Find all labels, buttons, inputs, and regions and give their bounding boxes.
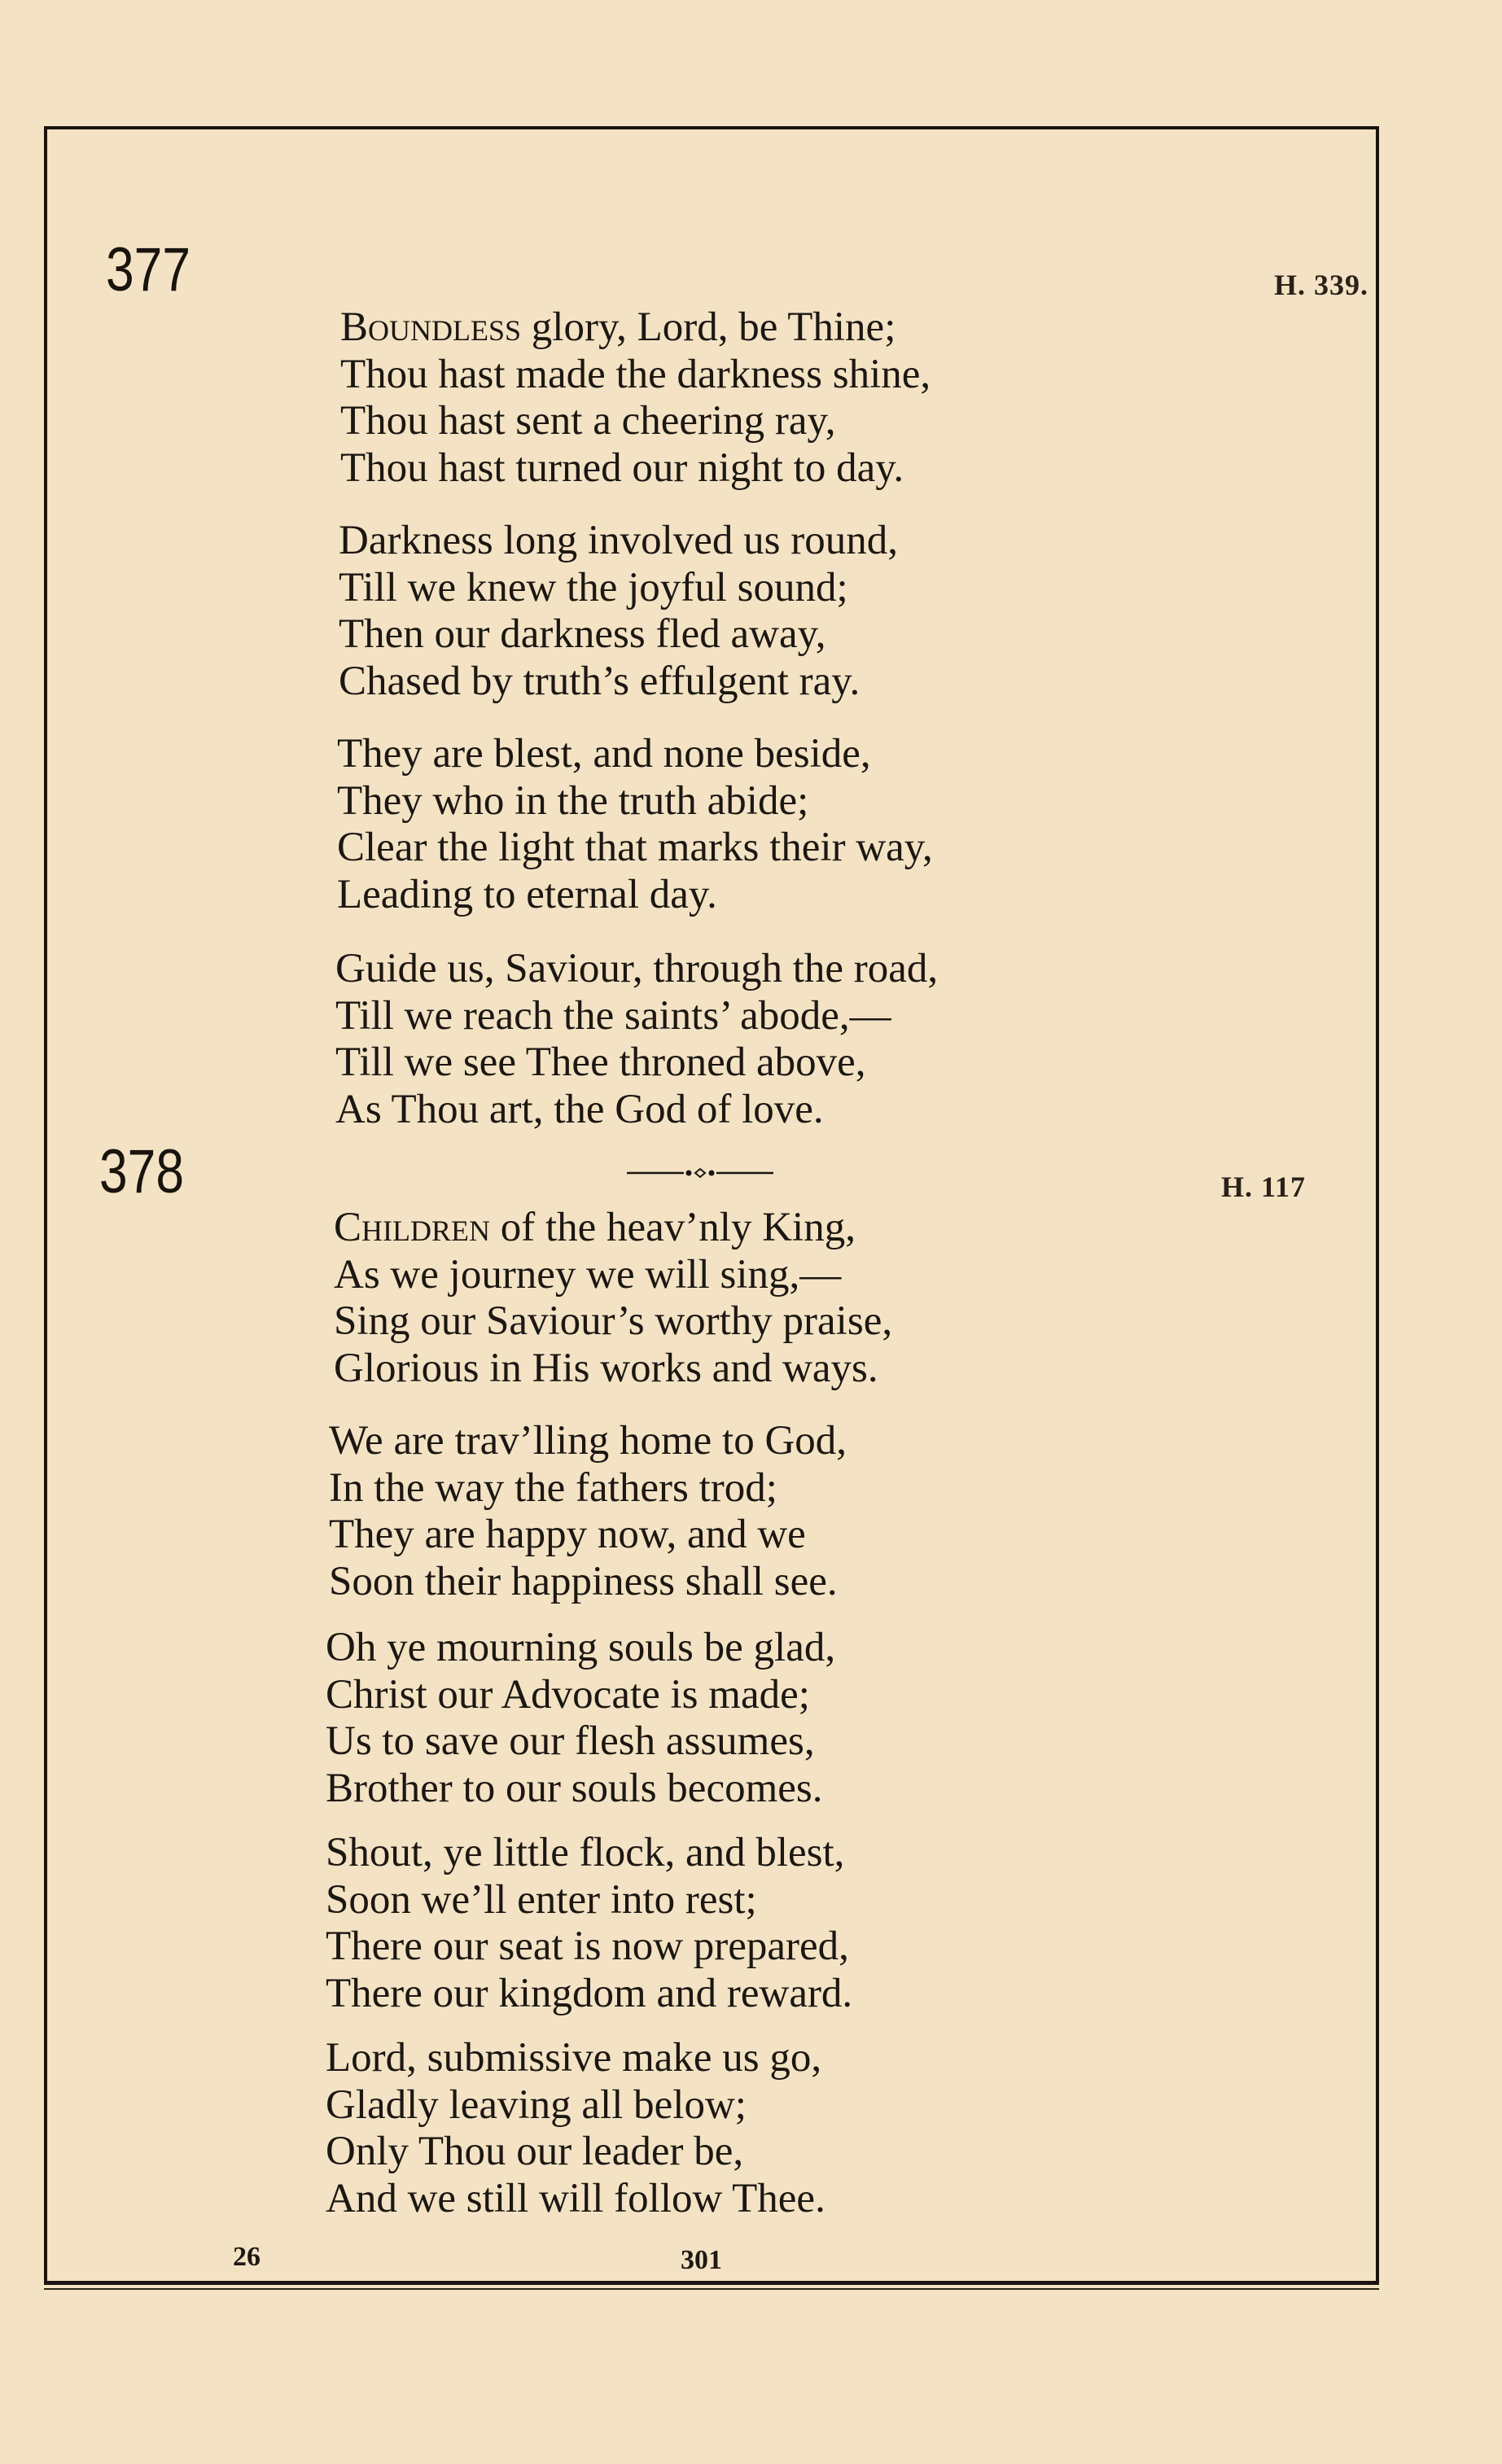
- verse-line: Thou hast sent a cheering ray,: [340, 398, 836, 444]
- verse-line: Boundless glory, Lord, be Thine;: [340, 304, 896, 350]
- verse-line: They who in the truth abide;: [337, 777, 809, 824]
- verse-line: Sing our Saviour’s worthy praise,: [334, 1298, 893, 1344]
- tune-reference-378: H. 117: [1221, 1171, 1307, 1203]
- hymn-377-verse-4: [335, 946, 938, 1133]
- verse-line: In the way the fathers trod;: [329, 1464, 777, 1511]
- verse-line: Guide us, Saviour, through the road,: [335, 946, 939, 991]
- verse-line: Till we knew the joyful sound;: [339, 564, 848, 611]
- first-word-small-caps: Children: [334, 1205, 490, 1250]
- verse-line: They are blest, and none beside,: [337, 731, 871, 777]
- verse-line: Children of the heav’nly King,: [334, 1205, 856, 1250]
- hymn-377-verse-1: [340, 304, 931, 492]
- hymn-378-verse-2: [329, 1418, 847, 1605]
- verse-line: Soon their happiness shall see.: [329, 1558, 838, 1604]
- verse-line: There our kingdom and reward.: [326, 1970, 853, 2016]
- verse-line: Thou hast turned our night to day.: [340, 444, 904, 491]
- verse-line: Brother to our souls becomes.: [326, 1765, 823, 1811]
- first-word-small-caps: Boundless: [340, 304, 522, 350]
- verse-line: Leading to eternal day.: [337, 871, 717, 917]
- verse-line: And we still will follow Thee.: [326, 2175, 825, 2221]
- verse-line: As we journey we will sing,—: [334, 1251, 842, 1298]
- verse-line: As Thou art, the God of love.: [335, 1086, 824, 1132]
- verse-line: Shout, ye little flock, and blest,: [326, 1830, 845, 1875]
- hymn-377-verse-3: [337, 731, 933, 918]
- verse-line: Gladly leaving all below;: [326, 2081, 747, 2128]
- verse-line: Only Thou our leader be,: [326, 2129, 744, 2174]
- hymn-378-verse-4: [326, 1830, 852, 2017]
- signature-mark: 26: [233, 2242, 261, 2272]
- verse-line: We are trav’lling home to God,: [329, 1418, 847, 1464]
- verse-line: Chased by truth’s effulgent ray.: [339, 658, 860, 704]
- verse-line: Till we reach the saints’ abode,—: [335, 992, 891, 1039]
- page-number: 301: [681, 2245, 722, 2275]
- verse-line: Then our darkness fled away,: [339, 611, 826, 657]
- verse-line: Lord, submissive make us go,: [326, 2035, 822, 2081]
- verse-line: Oh ye mourning souls be glad,: [326, 1625, 836, 1670]
- verse-line: Darkness long involved us round,: [339, 518, 899, 563]
- verse-line: Thou hast made the darkness shine,: [340, 351, 931, 397]
- hymn-378-verse-1: [334, 1205, 892, 1392]
- hymn-378-verse-5: [326, 2035, 825, 2222]
- verse-line: Glorious in His works and ways.: [334, 1345, 878, 1391]
- hymn-number-377: 377: [106, 235, 190, 304]
- frame-underline: [44, 2288, 1379, 2290]
- verse-line: Till we see Thee throned above,: [335, 1039, 866, 1085]
- verse-line: Us to save our flesh assumes,: [326, 1718, 815, 1764]
- hymn-378-verse-3: [326, 1625, 835, 1812]
- verse-line: There our seat is now prepared,: [326, 1923, 849, 1969]
- verse-line: They are happy now, and we: [329, 1512, 806, 1557]
- verse-line: Soon we’ll enter into rest;: [326, 1876, 757, 1923]
- ornament-divider: [627, 1167, 773, 1179]
- verse-line: Christ our Advocate is made;: [326, 1671, 810, 1718]
- hymn-377-verse-2: [339, 518, 898, 705]
- verse-line: Clear the light that marks their way,: [337, 825, 933, 870]
- hymn-number-378: 378: [99, 1137, 184, 1206]
- tune-reference-377: H. 339.: [1274, 269, 1369, 301]
